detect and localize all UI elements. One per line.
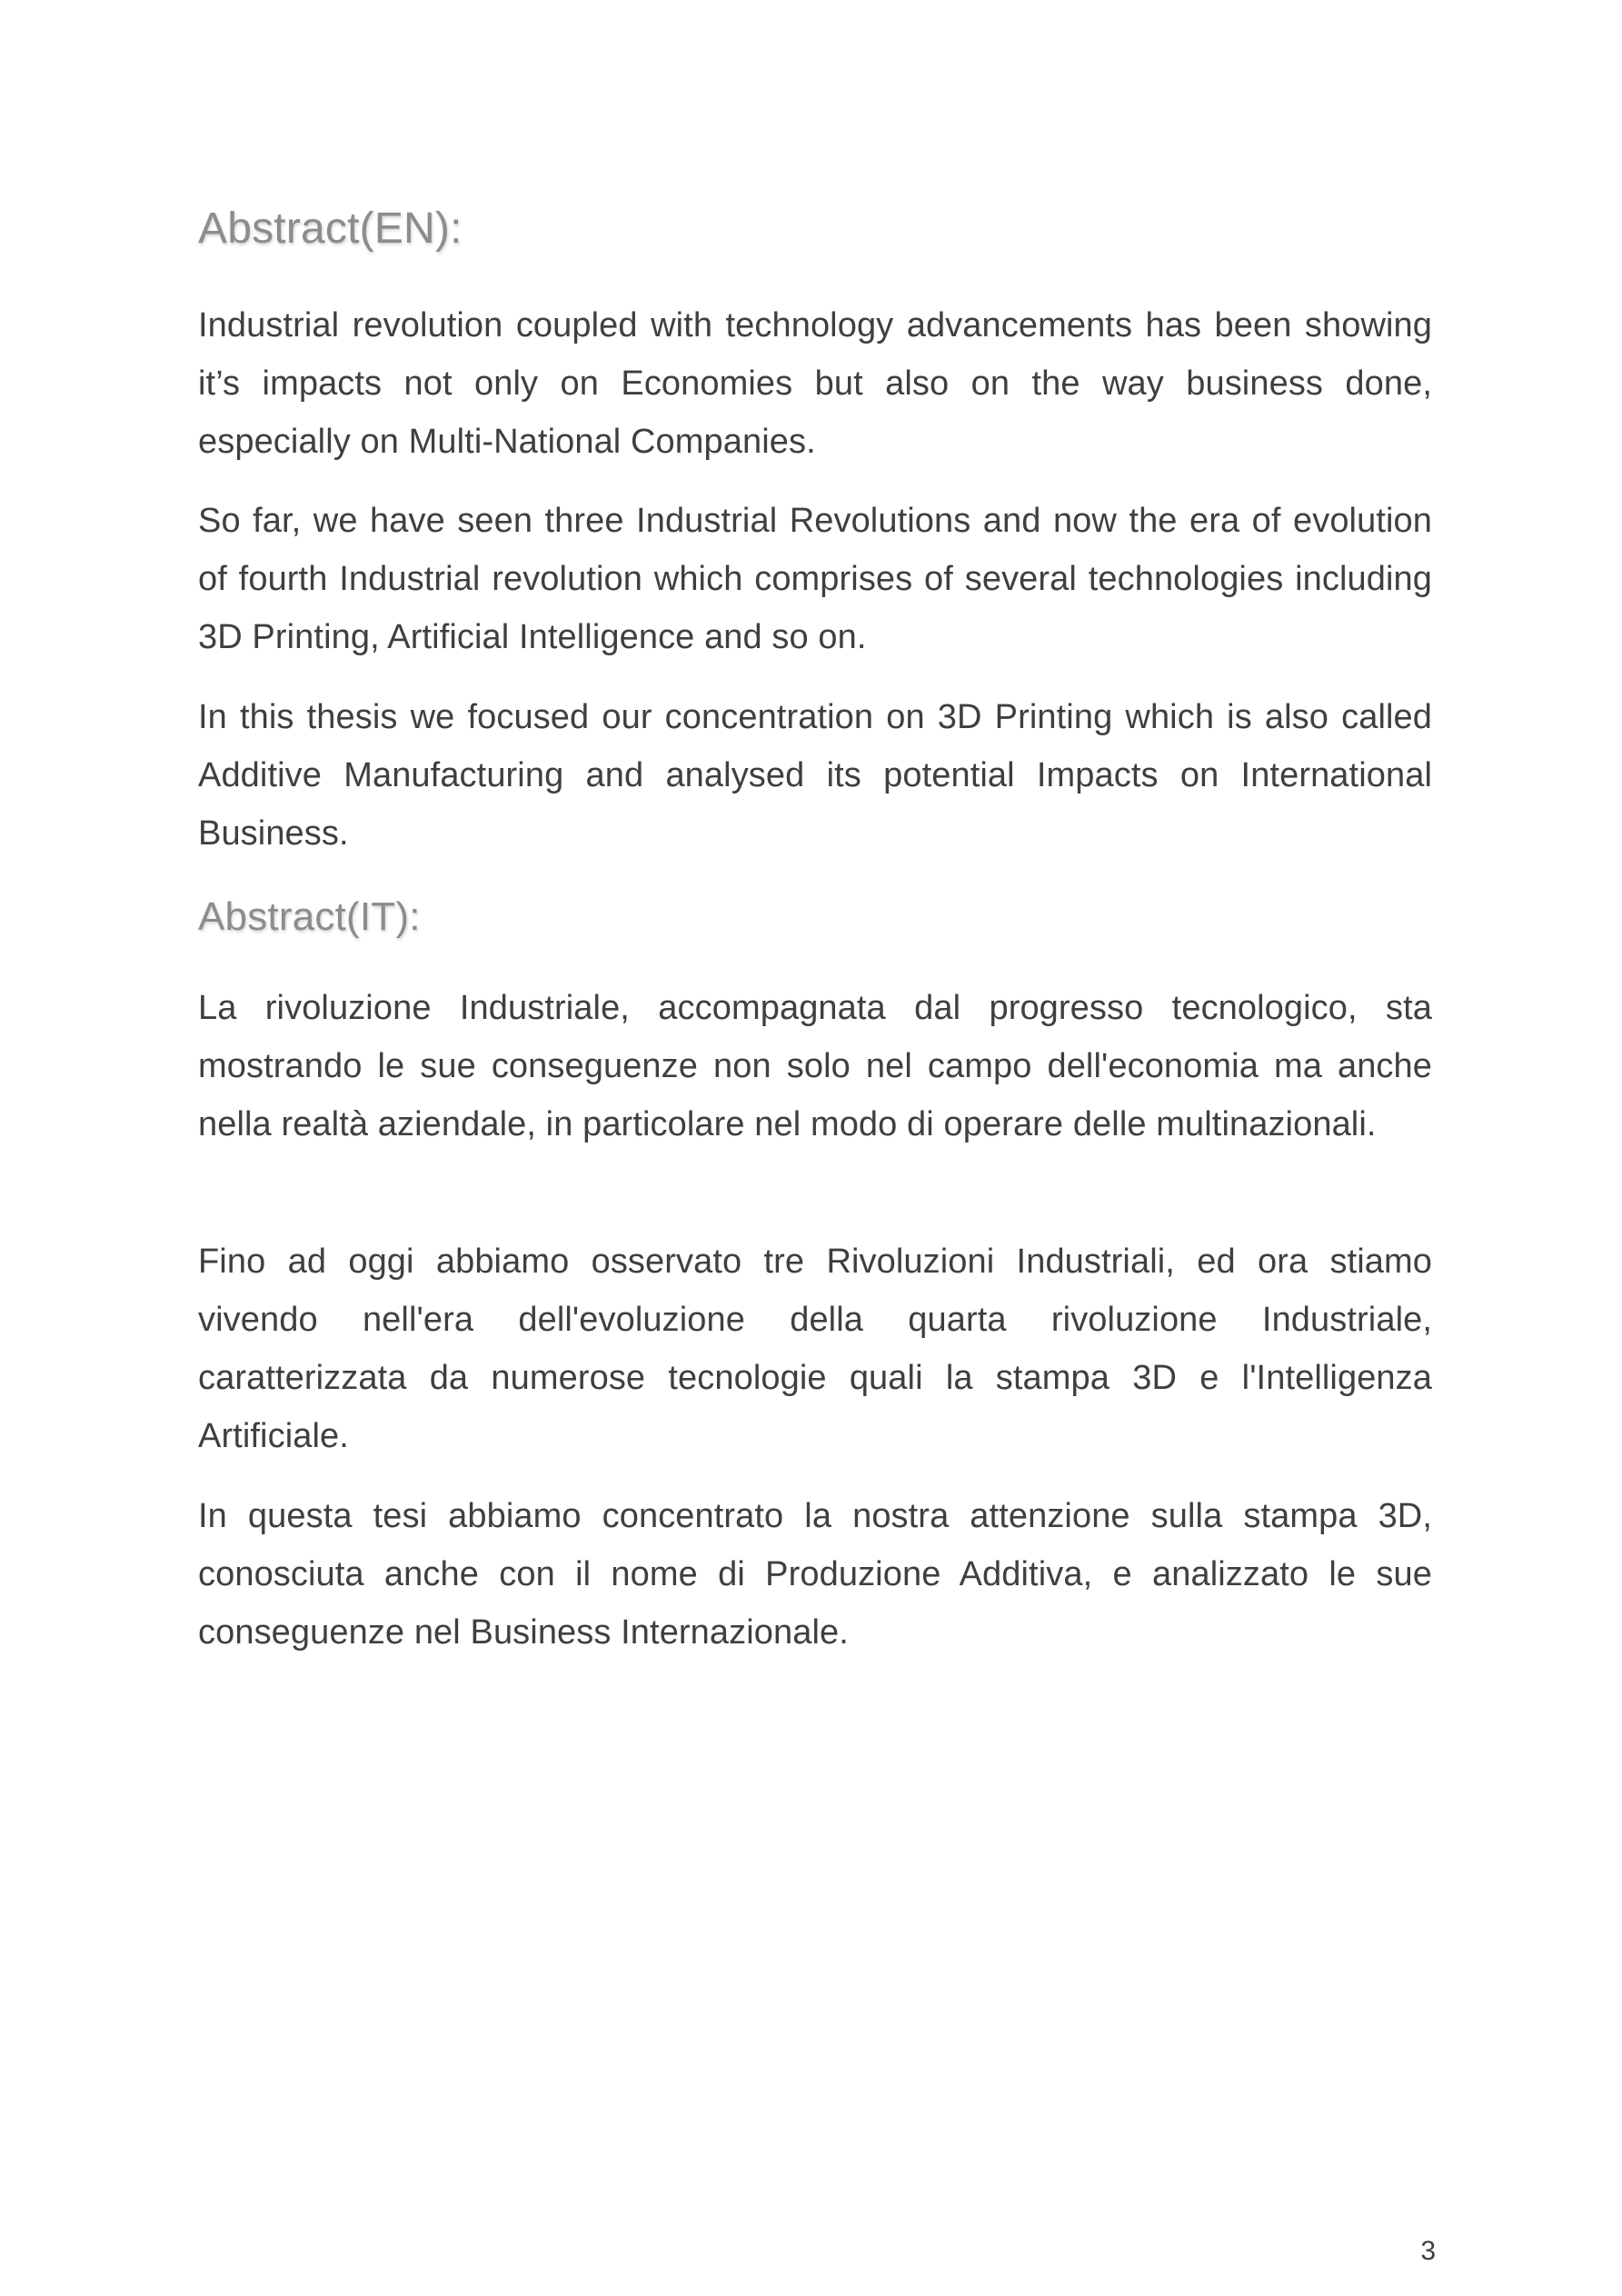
abstract-it-paragraph-2: Fino ad oggi abbiamo osservato tre Rivoluzioni Industriali, ed ora stiamo vivendo nell'era dell'evoluzione della quarta rivoluzione Industriale, caratterizzata da numerose tecnologie quali la stampa 3D e l'Intelligenza Artificiale. [198, 1243, 1432, 1455]
abstract-en-paragraph-2: So far, we have seen three Industrial Revolutions and now the era of evolution of fourth Industrial revolution which comprises of several technologies including 3D Printing, Artificial Intelligence and so on. [198, 502, 1432, 656]
page-number: 3 [1420, 2236, 1436, 2266]
abstract-en-paragraph-1: Industrial revolution coupled with technology advancements has been showing it’s impacts not only on Economies but also on the way business done, especially on Multi-National Companies. [198, 306, 1432, 461]
abstract-it-heading: Abstract(IT): [198, 894, 421, 939]
abstract-it-paragraph-3: In questa tesi abbiamo concentrato la nostra attenzione sulla stampa 3D, conosciuta anche con il nome di Produzione Additiva, e analizzato le sue conseguenze nel Business Internazionale. [198, 1497, 1432, 1652]
abstract-it-paragraph-1: La rivoluzione Industriale, accompagnata dal progresso tecnologico, sta mostrando le sue conseguenze non solo nel campo dell'economia ma anche nella realtà aziendale, in particolare nel modo di operare delle multinazionali. [198, 989, 1432, 1143]
abstract-en-paragraph-3: In this thesis we focused our concentration on 3D Printing which is also called Additive Manufacturing and analysed its potential Impacts on International Business. [198, 698, 1432, 853]
abstract-en-heading: Abstract(EN): [198, 205, 463, 253]
